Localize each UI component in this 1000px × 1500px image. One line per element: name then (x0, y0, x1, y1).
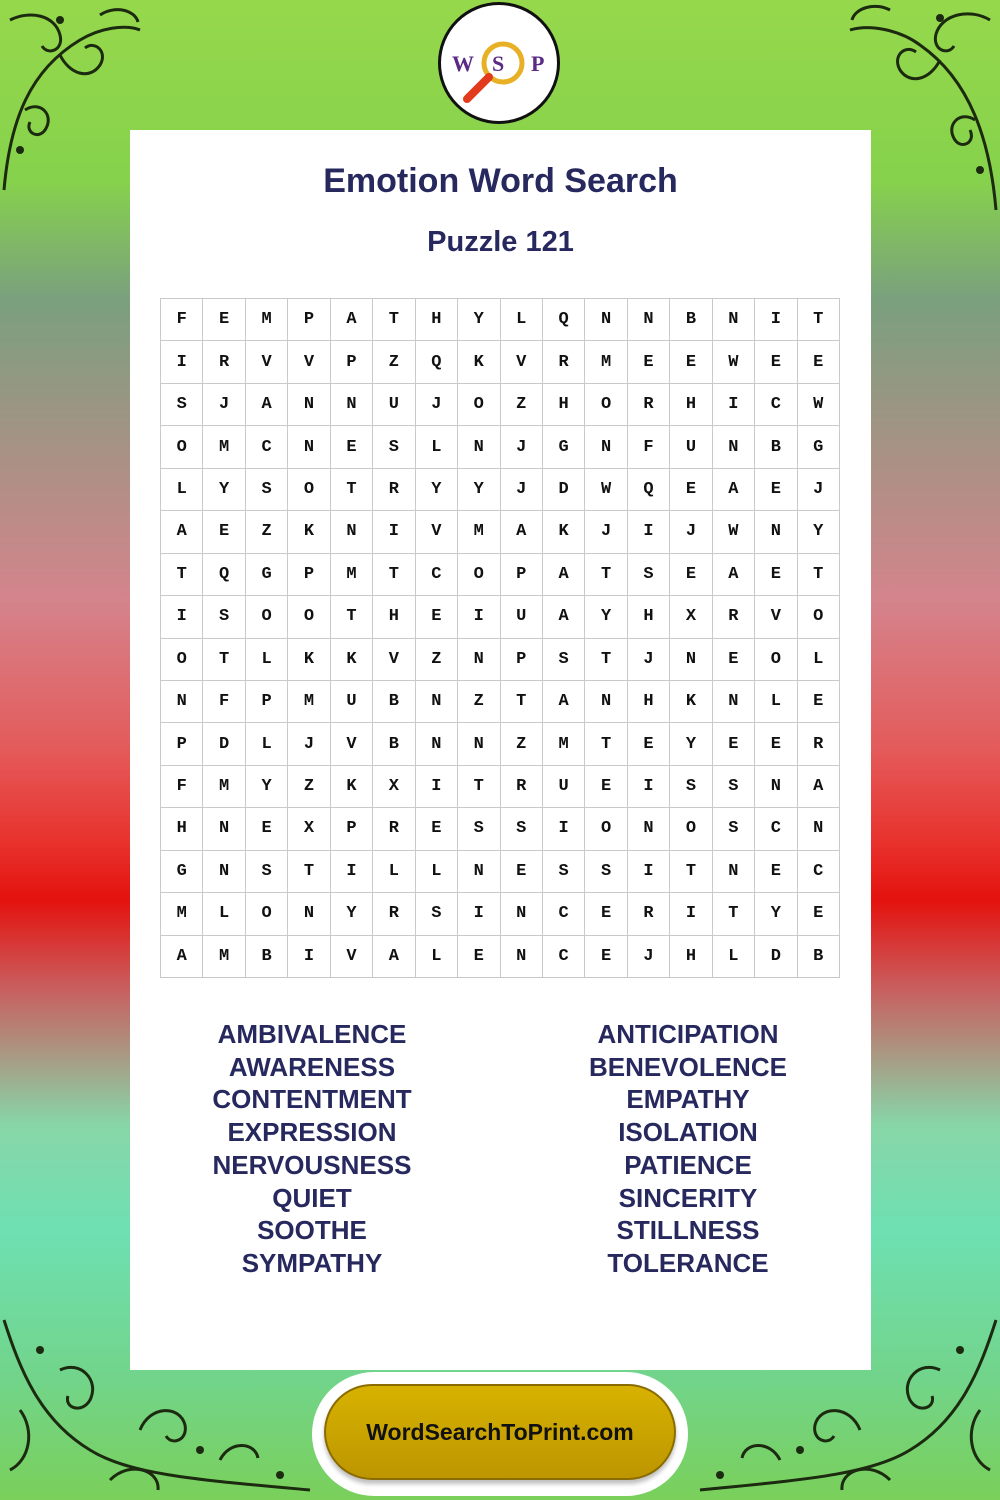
grid-cell[interactable]: M (161, 893, 203, 935)
grid-cell[interactable]: S (246, 851, 288, 893)
grid-cell[interactable]: F (628, 426, 670, 468)
grid-cell[interactable]: Y (458, 299, 500, 341)
grid-cell[interactable]: G (798, 426, 840, 468)
grid-cell[interactable]: T (373, 554, 415, 596)
grid-cell[interactable]: A (713, 554, 755, 596)
grid-cell[interactable]: O (161, 426, 203, 468)
grid-cell[interactable]: O (755, 639, 797, 681)
grid-cell[interactable]: R (628, 384, 670, 426)
grid-cell[interactable]: L (416, 936, 458, 978)
grid-cell[interactable]: V (331, 723, 373, 765)
grid-cell[interactable]: I (670, 893, 712, 935)
word-list-item: QUIET (272, 1182, 352, 1213)
grid-cell[interactable]: N (458, 639, 500, 681)
page-title: Emotion Word Search (323, 162, 678, 200)
grid-cell[interactable]: O (246, 596, 288, 638)
grid-cell[interactable]: E (670, 469, 712, 511)
grid-cell[interactable]: C (755, 808, 797, 850)
grid-cell[interactable]: N (288, 384, 330, 426)
grid-cell[interactable]: H (670, 384, 712, 426)
top-left-ornament (0, 0, 150, 200)
grid-cell[interactable]: M (246, 299, 288, 341)
word-list-item: CONTENTMENT (212, 1084, 412, 1115)
grid-cell[interactable]: W (798, 384, 840, 426)
grid-cell[interactable]: E (798, 341, 840, 383)
grid-cell[interactable]: A (161, 936, 203, 978)
grid-cell[interactable]: F (161, 299, 203, 341)
grid-cell[interactable]: S (161, 384, 203, 426)
word-list-item: SYMPATHY (241, 1247, 383, 1278)
word-list-item: ISOLATION (618, 1117, 758, 1148)
grid-cell[interactable]: R (373, 808, 415, 850)
grid-cell[interactable]: R (203, 341, 245, 383)
grid-cell[interactable]: W (585, 469, 627, 511)
grid-cell[interactable]: S (203, 596, 245, 638)
grid-cell[interactable]: Z (288, 766, 330, 808)
grid-cell[interactable]: N (585, 426, 627, 468)
grid-cell[interactable]: P (331, 808, 373, 850)
grid-cell[interactable]: S (543, 851, 585, 893)
grid-cell[interactable]: N (458, 723, 500, 765)
grid-cell[interactable]: S (501, 808, 543, 850)
grid-cell[interactable]: N (288, 893, 330, 935)
grid-cell[interactable]: L (161, 469, 203, 511)
grid-cell[interactable]: Y (755, 893, 797, 935)
grid-cell[interactable]: N (161, 681, 203, 723)
grid-cell[interactable]: T (798, 299, 840, 341)
grid-cell[interactable]: S (628, 554, 670, 596)
grid-cell[interactable]: I (161, 596, 203, 638)
grid-cell[interactable]: P (501, 554, 543, 596)
grid-cell[interactable]: E (670, 341, 712, 383)
grid-cell[interactable]: A (543, 681, 585, 723)
grid-cell[interactable]: A (543, 596, 585, 638)
grid-cell[interactable]: V (416, 511, 458, 553)
grid-cell[interactable]: K (543, 511, 585, 553)
grid-cell[interactable]: J (416, 384, 458, 426)
grid-cell[interactable]: E (203, 299, 245, 341)
grid-cell[interactable]: M (585, 341, 627, 383)
grid-cell[interactable]: P (288, 299, 330, 341)
grid-cell[interactable]: L (203, 893, 245, 935)
grid-cell[interactable]: M (331, 554, 373, 596)
grid-cell[interactable]: Y (203, 469, 245, 511)
word-list-item: EXPRESSION (227, 1117, 397, 1148)
grid-cell[interactable]: E (501, 851, 543, 893)
grid-cell[interactable]: L (416, 426, 458, 468)
grid-cell[interactable]: M (288, 681, 330, 723)
grid-cell[interactable]: J (798, 469, 840, 511)
grid-cell[interactable]: T (585, 723, 627, 765)
grid-cell[interactable]: E (628, 341, 670, 383)
grid-cell[interactable]: K (331, 639, 373, 681)
grid-cell[interactable]: O (246, 893, 288, 935)
grid-cell[interactable]: T (331, 596, 373, 638)
grid-cell[interactable]: U (543, 766, 585, 808)
grid-cell[interactable]: P (501, 639, 543, 681)
grid-cell[interactable]: N (755, 511, 797, 553)
word-list-item: NERVOUSNESS (212, 1149, 412, 1180)
grid-cell[interactable]: U (331, 681, 373, 723)
grid-cell[interactable]: E (670, 554, 712, 596)
grid-cell[interactable]: Y (416, 469, 458, 511)
grid-cell[interactable]: N (501, 936, 543, 978)
grid-cell[interactable]: E (755, 469, 797, 511)
grid-cell[interactable]: K (458, 341, 500, 383)
grid-cell[interactable]: J (628, 639, 670, 681)
grid-cell[interactable]: H (628, 596, 670, 638)
grid-cell[interactable]: L (246, 639, 288, 681)
grid-cell[interactable]: L (373, 851, 415, 893)
grid-cell[interactable]: Y (246, 766, 288, 808)
grid-cell[interactable]: N (713, 299, 755, 341)
grid-cell[interactable]: F (161, 766, 203, 808)
grid-cell[interactable]: P (288, 554, 330, 596)
grid-cell[interactable]: S (458, 808, 500, 850)
grid-cell[interactable]: N (458, 426, 500, 468)
grid-cell[interactable]: O (161, 639, 203, 681)
grid-cell[interactable]: N (501, 893, 543, 935)
grid-cell[interactable]: J (501, 469, 543, 511)
grid-cell[interactable]: Z (416, 639, 458, 681)
grid-cell[interactable]: B (755, 426, 797, 468)
grid-cell[interactable]: P (246, 681, 288, 723)
grid-cell[interactable]: L (501, 299, 543, 341)
grid-cell[interactable]: P (331, 341, 373, 383)
grid-cell[interactable]: T (288, 851, 330, 893)
grid-cell[interactable]: E (585, 893, 627, 935)
grid-cell[interactable]: I (713, 384, 755, 426)
grid-cell[interactable]: K (670, 681, 712, 723)
word-list-item: SOOTHE (257, 1215, 367, 1246)
grid-cell[interactable]: O (585, 384, 627, 426)
grid-cell[interactable]: T (203, 639, 245, 681)
grid-cell[interactable]: E (755, 851, 797, 893)
grid-cell[interactable]: Y (458, 469, 500, 511)
grid-cell[interactable]: Z (501, 384, 543, 426)
logo-letter-p: P (531, 51, 545, 76)
grid-cell[interactable]: I (628, 511, 670, 553)
website-button[interactable]: WordSearchToPrint.com (324, 1384, 676, 1480)
grid-cell[interactable]: W (713, 341, 755, 383)
grid-cell[interactable]: C (798, 851, 840, 893)
magnifier-icon (455, 33, 541, 113)
grid-cell[interactable]: L (416, 851, 458, 893)
grid-cell[interactable]: Z (501, 723, 543, 765)
grid-cell[interactable]: X (670, 596, 712, 638)
grid-cell[interactable]: T (670, 851, 712, 893)
grid-cell[interactable]: E (798, 893, 840, 935)
grid-cell[interactable]: E (585, 766, 627, 808)
grid-cell[interactable]: A (713, 469, 755, 511)
grid-cell[interactable]: N (713, 426, 755, 468)
word-list-item: AWARENESS (228, 1051, 396, 1082)
grid-cell[interactable]: J (670, 511, 712, 553)
grid-cell[interactable]: E (585, 936, 627, 978)
grid-cell[interactable]: N (416, 723, 458, 765)
grid-cell[interactable]: R (543, 341, 585, 383)
grid-cell[interactable]: S (713, 808, 755, 850)
grid-cell[interactable]: G (246, 554, 288, 596)
grid-cell[interactable]: R (373, 469, 415, 511)
grid-cell[interactable]: H (373, 596, 415, 638)
word-list-right (518, 1018, 858, 1280)
grid-cell[interactable]: B (246, 936, 288, 978)
grid-cell[interactable]: I (161, 341, 203, 383)
grid-cell[interactable]: E (416, 808, 458, 850)
grid-cell[interactable]: K (331, 766, 373, 808)
grid-cell[interactable]: L (798, 639, 840, 681)
grid-cell[interactable]: Q (628, 469, 670, 511)
grid-cell[interactable]: B (373, 723, 415, 765)
grid-cell[interactable]: E (755, 554, 797, 596)
grid-cell[interactable]: N (713, 851, 755, 893)
grid-cell[interactable]: S (246, 469, 288, 511)
grid-cell[interactable]: Q (543, 299, 585, 341)
grid-cell[interactable]: O (585, 808, 627, 850)
grid-cell[interactable]: G (161, 851, 203, 893)
grid-cell[interactable]: O (458, 554, 500, 596)
grid-cell[interactable]: I (288, 936, 330, 978)
puzzle-number: Puzzle 121 (427, 226, 574, 258)
grid-cell[interactable]: E (713, 723, 755, 765)
grid-cell[interactable]: F (203, 681, 245, 723)
grid-cell[interactable]: N (458, 851, 500, 893)
grid-cell[interactable]: A (543, 554, 585, 596)
word-list-item: EMPATHY (626, 1084, 750, 1115)
grid-cell[interactable]: U (373, 384, 415, 426)
grid-cell[interactable]: Y (670, 723, 712, 765)
word-list-left (142, 1018, 482, 1280)
grid-cell[interactable]: J (288, 723, 330, 765)
grid-cell[interactable]: N (585, 299, 627, 341)
grid-cell[interactable]: M (543, 723, 585, 765)
grid-cell[interactable]: I (755, 299, 797, 341)
grid-cell[interactable]: E (713, 639, 755, 681)
grid-cell[interactable]: V (288, 341, 330, 383)
grid-cell[interactable]: R (501, 766, 543, 808)
grid-cell[interactable]: R (628, 893, 670, 935)
grid-cell[interactable]: B (373, 681, 415, 723)
site-logo[interactable] (438, 2, 560, 124)
grid-cell[interactable]: A (246, 384, 288, 426)
grid-cell[interactable]: A (798, 766, 840, 808)
grid-cell[interactable]: C (755, 384, 797, 426)
grid-cell[interactable]: T (585, 639, 627, 681)
grid-cell[interactable]: I (373, 511, 415, 553)
grid-cell[interactable]: V (331, 936, 373, 978)
grid-cell[interactable]: N (331, 511, 373, 553)
grid-cell[interactable]: A (161, 511, 203, 553)
grid-cell[interactable]: E (628, 723, 670, 765)
grid-cell[interactable]: N (755, 766, 797, 808)
grid-cell[interactable]: D (755, 936, 797, 978)
grid-cell[interactable]: L (755, 681, 797, 723)
grid-cell[interactable]: I (628, 851, 670, 893)
grid-cell[interactable]: X (288, 808, 330, 850)
grid-cell[interactable]: V (755, 596, 797, 638)
word-list-item: TOLERANCE (607, 1247, 769, 1278)
grid-cell[interactable]: Y (585, 596, 627, 638)
grid-cell[interactable]: M (203, 426, 245, 468)
grid-cell[interactable]: E (416, 596, 458, 638)
grid-cell[interactable]: S (713, 766, 755, 808)
grid-cell[interactable]: N (713, 681, 755, 723)
grid-cell[interactable]: I (331, 851, 373, 893)
grid-cell[interactable]: V (246, 341, 288, 383)
grid-cell[interactable]: C (246, 426, 288, 468)
grid-cell[interactable]: N (288, 426, 330, 468)
grid-cell[interactable]: N (628, 299, 670, 341)
grid-cell[interactable]: N (203, 851, 245, 893)
grid-cell[interactable]: E (458, 936, 500, 978)
grid-cell[interactable]: E (331, 426, 373, 468)
word-list-item: AMBIVALENCE (217, 1019, 407, 1049)
grid-cell[interactable]: L (713, 936, 755, 978)
grid-cell[interactable]: V (373, 639, 415, 681)
grid-cell[interactable]: N (670, 639, 712, 681)
grid-cell[interactable]: S (670, 766, 712, 808)
grid-cell[interactable]: K (288, 639, 330, 681)
grid-cell[interactable]: O (288, 469, 330, 511)
grid-cell[interactable]: E (755, 723, 797, 765)
grid-cell[interactable]: I (458, 596, 500, 638)
grid-cell[interactable]: C (543, 893, 585, 935)
grid-cell[interactable]: N (585, 681, 627, 723)
grid-cell[interactable]: H (161, 808, 203, 850)
grid-cell[interactable]: E (755, 341, 797, 383)
grid-cell[interactable]: H (416, 299, 458, 341)
grid-cell[interactable]: H (670, 936, 712, 978)
word-list-item: SINCERITY (618, 1182, 758, 1213)
grid-cell[interactable]: S (416, 893, 458, 935)
grid-cell[interactable]: R (373, 893, 415, 935)
grid-cell[interactable]: J (628, 936, 670, 978)
grid-cell[interactable]: I (628, 766, 670, 808)
grid-cell[interactable]: S (373, 426, 415, 468)
grid-cell[interactable]: T (331, 469, 373, 511)
grid-cell[interactable]: D (543, 469, 585, 511)
grid-cell[interactable]: I (458, 893, 500, 935)
grid-cell[interactable]: H (628, 681, 670, 723)
grid-cell[interactable]: A (501, 511, 543, 553)
word-list-item: BENEVOLENCE (589, 1051, 787, 1082)
grid-cell[interactable]: Q (416, 341, 458, 383)
grid-cell[interactable]: O (670, 808, 712, 850)
grid-cell[interactable]: T (458, 766, 500, 808)
grid-cell[interactable]: X (373, 766, 415, 808)
grid-cell[interactable]: O (798, 596, 840, 638)
logo-letter-w: W (452, 51, 474, 76)
grid-cell[interactable]: W (713, 511, 755, 553)
grid-cell[interactable]: Z (458, 681, 500, 723)
grid-cell[interactable]: N (203, 808, 245, 850)
grid-cell[interactable]: A (331, 299, 373, 341)
grid-cell[interactable]: T (798, 554, 840, 596)
grid-cell[interactable]: Q (203, 554, 245, 596)
grid-cell[interactable]: B (670, 299, 712, 341)
grid-cell[interactable]: R (798, 723, 840, 765)
grid-cell[interactable]: S (585, 851, 627, 893)
grid-cell[interactable]: T (585, 554, 627, 596)
grid-cell[interactable]: N (628, 808, 670, 850)
grid-cell[interactable]: T (373, 299, 415, 341)
grid-cell[interactable]: P (161, 723, 203, 765)
grid-cell[interactable]: Z (246, 511, 288, 553)
grid-cell[interactable]: U (670, 426, 712, 468)
grid-cell[interactable]: Y (798, 511, 840, 553)
logo-letter-s: S (492, 51, 505, 76)
grid-cell[interactable]: E (246, 808, 288, 850)
grid-cell[interactable]: N (331, 384, 373, 426)
grid-cell[interactable]: C (416, 554, 458, 596)
grid-cell[interactable]: O (288, 596, 330, 638)
grid-cell[interactable]: B (798, 936, 840, 978)
grid-cell[interactable]: T (713, 893, 755, 935)
grid-cell[interactable]: M (203, 936, 245, 978)
grid-cell[interactable]: G (543, 426, 585, 468)
grid-cell[interactable]: L (246, 723, 288, 765)
grid-cell[interactable]: K (288, 511, 330, 553)
grid-cell[interactable]: D (203, 723, 245, 765)
grid-cell[interactable]: N (416, 681, 458, 723)
grid-cell[interactable]: N (798, 808, 840, 850)
grid-cell[interactable]: I (416, 766, 458, 808)
word-list-item: PATIENCE (624, 1149, 752, 1180)
grid-cell[interactable]: Z (373, 341, 415, 383)
grid-cell[interactable]: S (543, 639, 585, 681)
grid-cell[interactable]: H (543, 384, 585, 426)
grid-cell[interactable]: T (501, 681, 543, 723)
grid-cell[interactable]: J (585, 511, 627, 553)
word-list-item: ANTICIPATION (597, 1019, 779, 1049)
grid-cell[interactable]: Y (331, 893, 373, 935)
grid-cell[interactable]: J (501, 426, 543, 468)
grid-cell[interactable]: O (458, 384, 500, 426)
grid-cell[interactable]: J (203, 384, 245, 426)
letter-grid[interactable] (160, 298, 840, 978)
grid-cell[interactable]: U (501, 596, 543, 638)
grid-cell[interactable]: V (501, 341, 543, 383)
grid-cell[interactable]: E (203, 511, 245, 553)
grid-cell[interactable]: E (798, 681, 840, 723)
grid-cell[interactable]: T (161, 554, 203, 596)
grid-cell[interactable]: M (458, 511, 500, 553)
grid-cell[interactable]: R (713, 596, 755, 638)
grid-cell[interactable]: M (203, 766, 245, 808)
grid-cell[interactable]: A (373, 936, 415, 978)
word-list-item: STILLNESS (616, 1215, 760, 1246)
grid-cell[interactable]: C (543, 936, 585, 978)
grid-cell[interactable]: I (543, 808, 585, 850)
